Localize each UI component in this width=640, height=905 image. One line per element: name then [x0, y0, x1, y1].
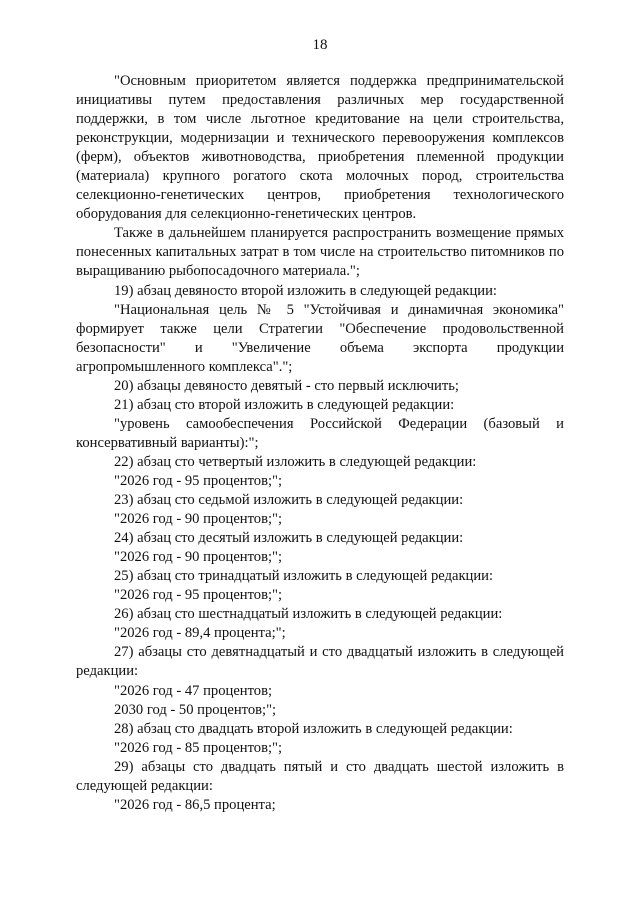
- paragraph: "2026 год - 90 процентов;";: [114, 549, 283, 566]
- paragraph: 2030 год - 50 процентов;";: [114, 701, 277, 718]
- paragraph: 26) абзац сто шестнадцатый изложить в следующей редакции:: [114, 606, 503, 623]
- paragraph: "Основным приоритетом является поддержка предпринимательской инициативы путем предоставления различных мер государственной поддержки, в том числе льготное кредитование на цели строительства, реконструкции, модернизации и технического перевооружения комплексов (ферм), объектов животноводства, приобретения племенной продукции (материала) крупного рогатого скота молочных пород, строительства селекционно-генетических центров, приобретения технологического оборудования для селекционно-генетических центров.: [76, 73, 564, 223]
- paragraph: 29) абзацы сто двадцать пятый и сто двадцать шестой изложить в следующей редакции:: [76, 758, 564, 794]
- paragraph: Также в дальнейшем планируется распространить возмещение прямых понесенных капитальных затрат в том числе на строительство питомников по выращиванию рыбопосадочного материала.";: [76, 225, 564, 280]
- paragraph: 21) абзац сто второй изложить в следующей редакции:: [114, 396, 455, 413]
- paragraph: "2026 год - 85 процентов;";: [114, 739, 283, 756]
- paragraph: 25) абзац сто тринадцатый изложить в следующей редакции:: [114, 568, 494, 585]
- paragraph: 22) абзац сто четвертый изложить в следующей редакции:: [114, 453, 477, 470]
- paragraph: "2026 год - 95 процентов;";: [114, 587, 283, 604]
- paragraph: "Национальная цель № 5 "Устойчивая и динамичная экономика" формирует также цели Стратегии "Обеспечение продовольственной безопасности" и "Увеличение объема экспорта продукции агропромышленного комплекса".";: [76, 301, 564, 375]
- document-body: [76, 72, 564, 815]
- paragraph: 24) абзац сто десятый изложить в следующей редакции:: [114, 530, 464, 547]
- paragraph: "2026 год - 89,4 процента;";: [114, 625, 286, 642]
- paragraph: "2026 год - 86,5 процента;: [114, 796, 276, 813]
- paragraph: 20) абзацы девяносто девятый - сто первый исключить;: [114, 377, 459, 394]
- paragraph: "2026 год - 90 процентов;";: [114, 511, 283, 528]
- paragraph: 27) абзацы сто девятнадцатый и сто двадцатый изложить в следующей редакции:: [76, 644, 564, 680]
- page-number: 18: [312, 37, 328, 53]
- paragraph: "уровень самообеспечения Российской Федерации (базовый и консервативный варианты):";: [76, 415, 564, 451]
- paragraph: "2026 год - 47 процентов;: [114, 682, 273, 699]
- paragraph: 19) абзац девяносто второй изложить в следующей редакции:: [114, 282, 497, 299]
- paragraph: "2026 год - 95 процентов;";: [114, 472, 283, 489]
- paragraph: 28) абзац сто двадцать второй изложить в следующей редакции:: [114, 720, 513, 737]
- paragraph: 23) абзац сто седьмой изложить в следующей редакции:: [114, 492, 464, 509]
